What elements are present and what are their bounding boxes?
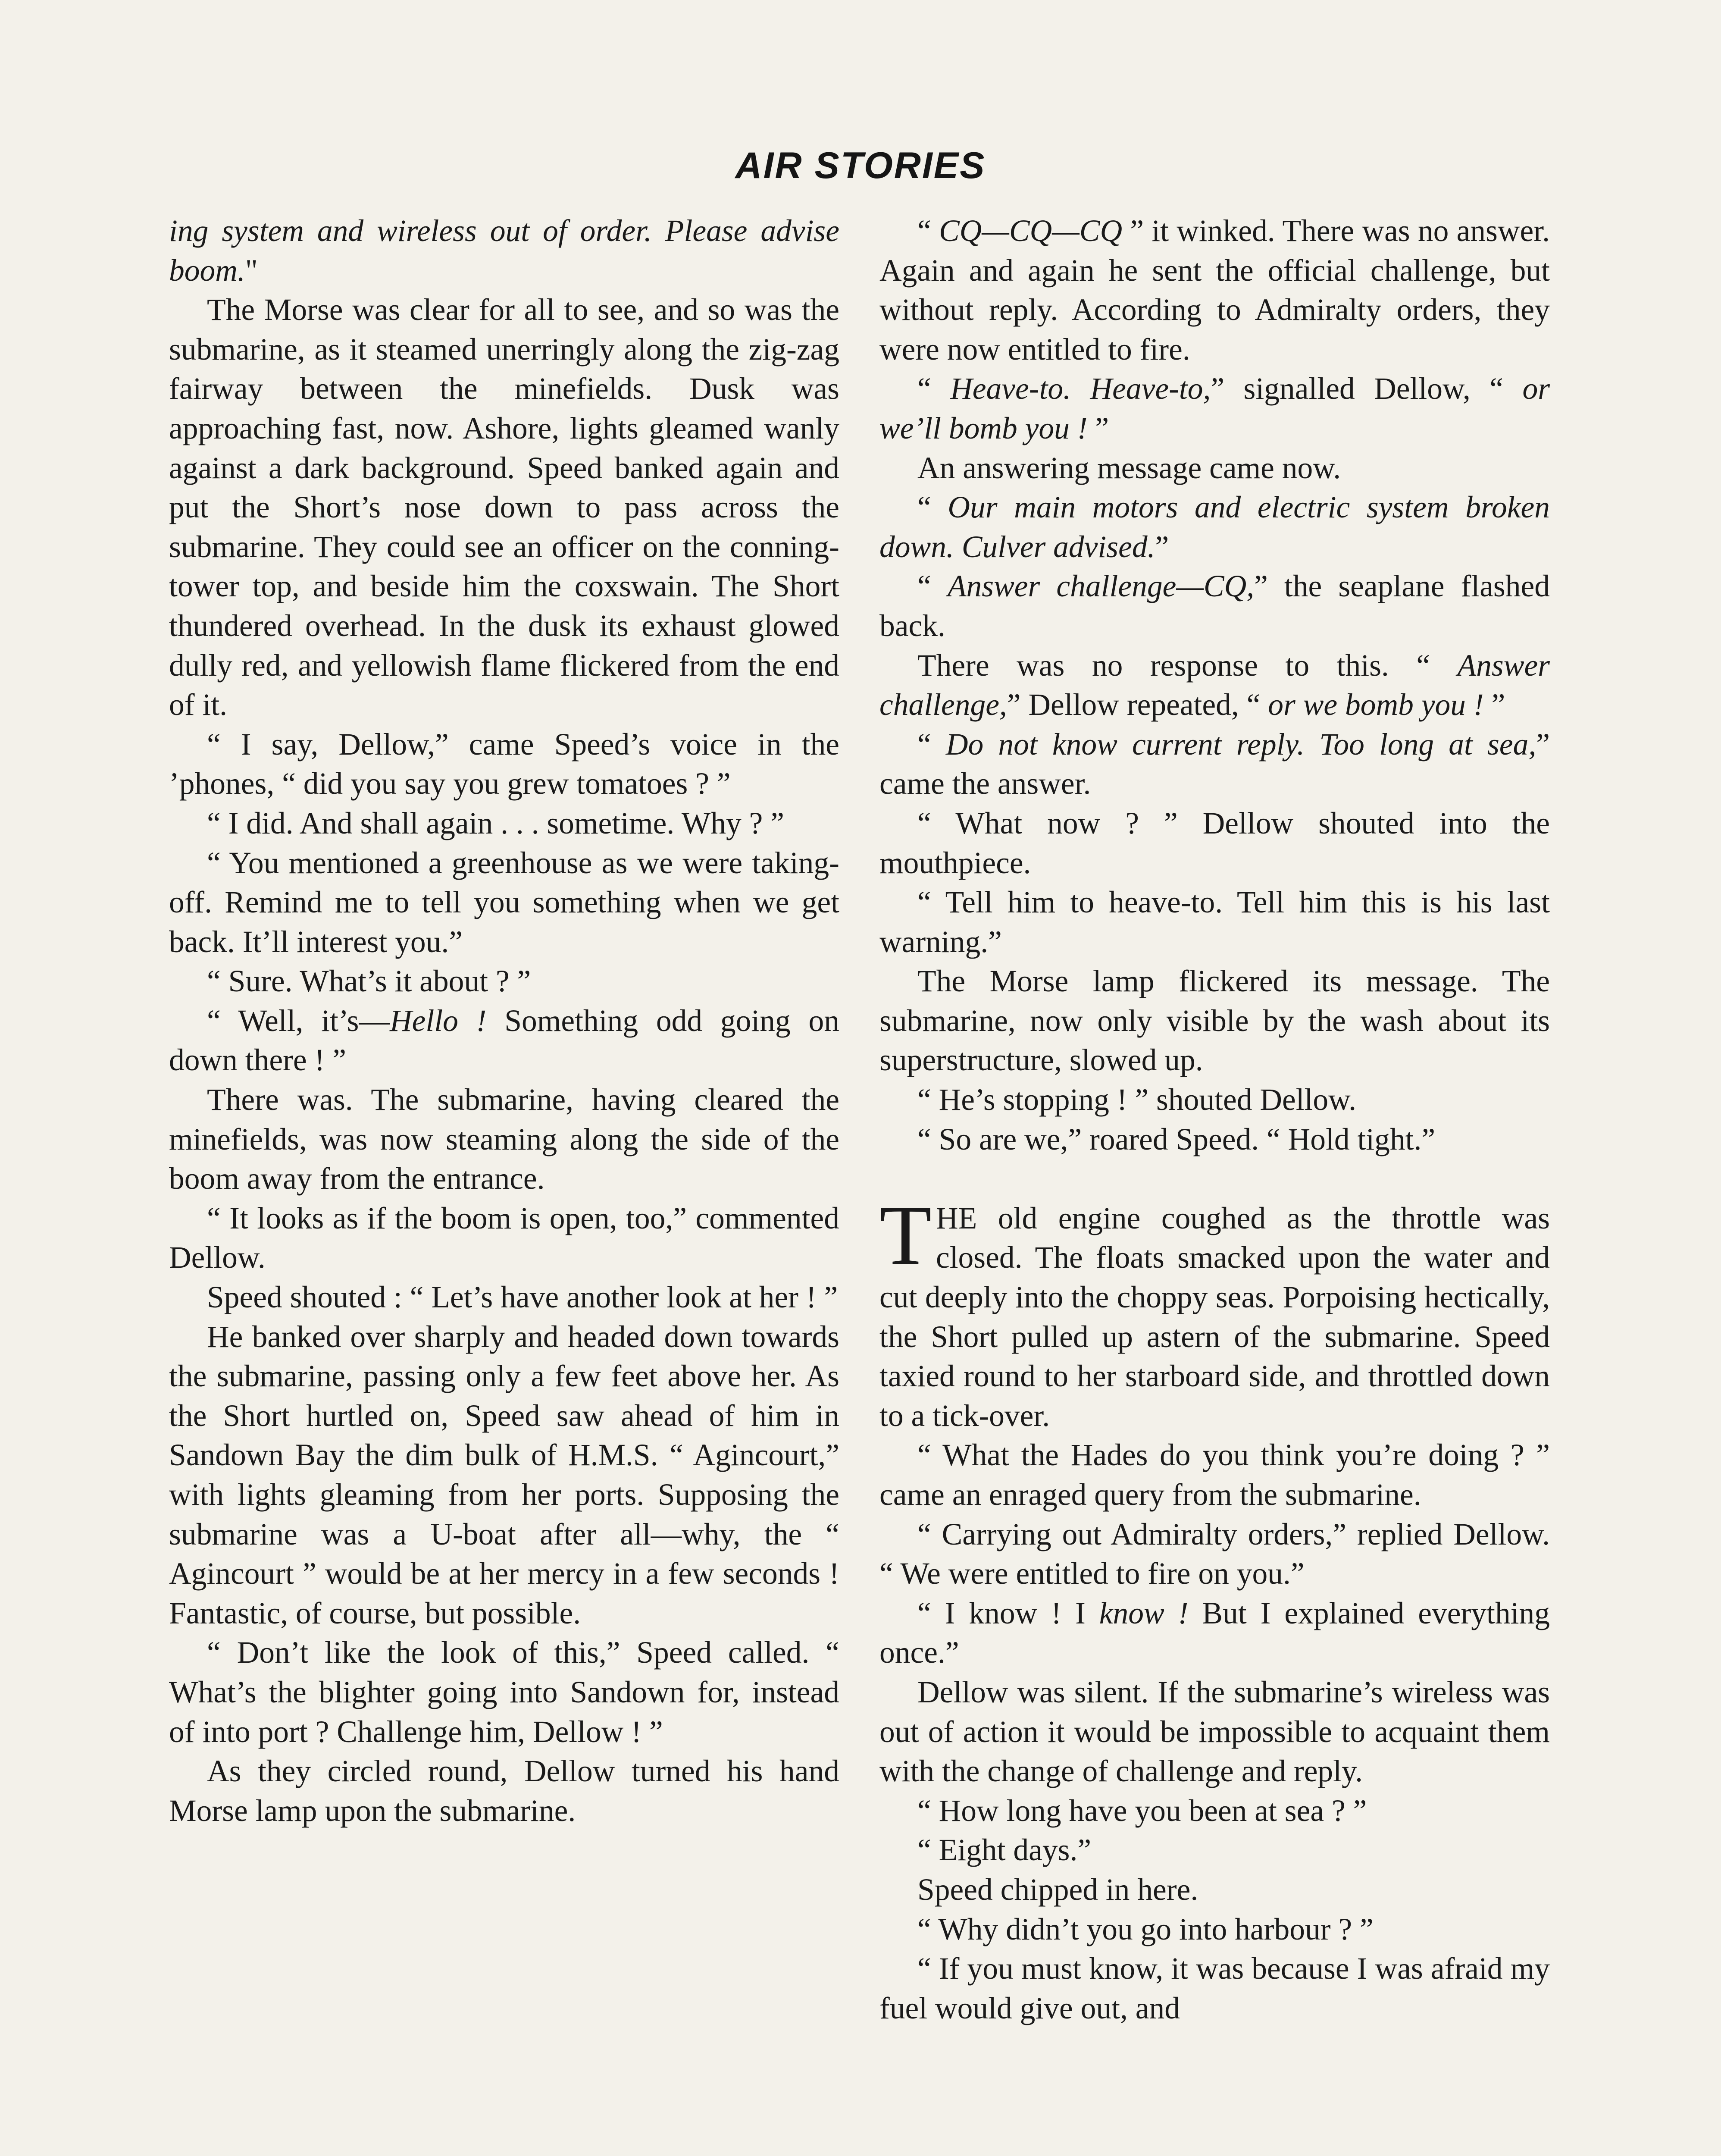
text-run: An answering message came now. [917,451,1341,485]
paragraph [169,1633,839,1752]
text-run: “ What the Hades do you think you’re doing ? ” came an enraged query from the submarine. [879,1438,1550,1512]
text-run: “ Don’t like the look of this,” Speed called. “ What’s the blighter going into Sandown for, instead of into port ? Challenge him, Dellow ! ” [169,1636,839,1749]
text-run: Answer challenge, [879,648,1550,722]
text-run: But I explained everything once.” [879,1596,1550,1670]
text-run: ” Dellow repeated, “ [1007,688,1268,722]
paragraph [879,725,1550,804]
text-run: ” the seaplane flashed back. [879,569,1550,643]
text-run: Our main motors and electric system broken down. Culver advised. [879,490,1550,564]
paragraph [169,1278,839,1317]
paragraph [879,1870,1550,1910]
text-run: " [245,253,258,288]
text-run: ” it winked. There was no answer. Again and again he sent the official challenge, but without reply. According to Admiralty orders, they were now entitled to fire. [879,214,1550,367]
text-run: Speed chipped in here. [917,1872,1198,1907]
paragraph [879,1791,1550,1831]
paragraph [169,1752,839,1830]
text-run: “ Tell him to heave-to. Tell him this is his last warning.” [879,885,1550,959]
paragraph [879,1830,1550,1870]
text-run: “ [917,490,948,525]
text-run: “ It looks as if the boom is open, too,” commented Dellow. [169,1201,839,1275]
drop-cap: T [879,1188,932,1282]
section-opening-paragraph [879,1188,1550,1436]
text-run: or we bomb you ! [1268,688,1484,722]
text-run: ing system and wireless out of order. Please advise boom. [169,214,839,288]
text-run: There was. The submarine, having cleared the minefields, was now steaming along the side of the boom away from the entrance. [169,1083,839,1196]
paragraph [169,1080,839,1199]
text-run: “ You mentioned a greenhouse as we were taking-off. Remind me to tell you something when we get back. It’ll interest you.” [169,846,839,959]
text-run: “ [917,727,946,761]
paragraph [169,804,839,843]
paragraph [169,211,839,290]
text-run: ” [1483,688,1505,722]
text-run: He banked over sharply and headed down towards the submarine, passing only a few feet above her. As the Short hurtled on, Speed saw ahead of him in Sandown Bay the dim bulk of H.M.S. “ Agincourt,” with lights gleaming from her ports. Supposing the submarine was a U-boat after all—why, the “ Agincourt ” would be at her mercy in a few seconds ! Fantastic, of course, but possible. [169,1319,839,1630]
text-run: “ Carrying out Admiralty orders,” replied Dellow. “ We were entitled to fire on you.” [879,1517,1550,1591]
text-run: The Morse was clear for all to see, and so was the submarine, as it steamed unerringly along the zig-zag fairway between the minefields. Dusk was approaching fast, now. Ashore, lights gleamed wanly against a dark background. Speed banked again and put the Short’s nose down to pass across the submarine. They could see an officer on the conning-tower top, and beside him the coxswain. The Short thundered overhead. In the dusk its exhaust glowed dully red, and yellowish flame flickered from the end of it. [169,293,839,722]
text-run: The Morse lamp flickered its message. The submarine, now only visible by the wash about its superstructure, slowed up. [879,964,1550,1078]
text-run: ” [1087,411,1109,445]
paragraph [169,1001,839,1080]
text-run: “ What now ? ” Dellow shouted into the mouthpiece. [879,806,1550,880]
text-run: “ [917,214,939,248]
paragraph [879,1515,1550,1594]
text-run: “ I did. And shall again . . . sometime. Why ? ” [207,806,785,840]
text-run: “ If you must know, it was because I was afraid my fuel would give out, and [879,1952,1550,2025]
text-run: Heave-to. Heave-to, [950,372,1211,406]
text-run: know ! [1099,1596,1189,1630]
text-run: “ So are we,” roared Speed. “ Hold tight.” [917,1122,1436,1156]
text-run: “ [917,569,948,604]
running-head: AIR STORIES [735,145,986,186]
text-run: “ Sure. What’s it about ? ” [207,964,531,999]
paragraph [169,1199,839,1278]
paragraph [879,448,1550,488]
text-run: Dellow was silent. If the submarine’s wireless was out of action it would be impossible to acquaint them with the change of challenge and reply. [879,1675,1550,1789]
text-run: “ How long have you been at sea ? ” [917,1793,1367,1828]
paragraph [879,1120,1550,1159]
paragraph [879,211,1550,369]
text-run: ” came the answer. [879,727,1550,801]
text-run: “ Well, it’s— [207,1003,390,1038]
text-run: CQ—CQ—CQ [939,214,1123,248]
text-run: Do not know current reply. Too long at sea, [945,727,1536,761]
text-run: Answer challenge—CQ, [947,569,1255,604]
text-column-left [169,211,839,2156]
paragraph [879,488,1550,567]
text-column-right [879,211,1550,2156]
paragraph [879,1594,1550,1673]
text-run: “ He’s stopping ! ” shouted Dellow. [917,1083,1357,1117]
text-run: Something odd going on down there ! ” [169,1003,839,1078]
paragraph [879,1673,1550,1791]
paragraph [879,369,1550,448]
paragraph [169,290,839,725]
text-run: or we’ll bomb you ! [879,372,1550,445]
text-run: “ Why didn’t you go into harbour ? ” [917,1912,1374,1946]
paragraph [879,883,1550,962]
text-run: Hello ! [390,1003,487,1038]
text-run: “ [917,372,951,406]
paragraph [879,804,1550,883]
text-run: “ I say, Dellow,” came Speed’s voice in the ’phones, “ did you say you grew tomatoes ? ” [169,727,839,801]
paragraph [879,962,1550,1080]
text-run: As they circled round, Dellow turned his hand Morse lamp upon the submarine. [169,1754,839,1828]
paragraph [169,843,839,962]
text-run: There was no response to this. “ [917,648,1458,683]
paragraph [879,1435,1550,1514]
text-run: HE old engine coughed as the throttle was closed. The floats smacked upon the water and cut deeply into the choppy seas. Porpoising hectically, the Short pulled up astern of the submarine. Speed taxied round to her starboard side, and throttled down to a tick-over. [879,1201,1550,1433]
text-run: ” [1155,530,1169,564]
text-run: “ Eight days.” [917,1833,1092,1868]
paragraph [879,567,1550,646]
paragraph [879,1910,1550,1949]
paragraph [879,1080,1550,1120]
paragraph [169,725,839,804]
text-run: “ I know ! I [917,1596,1099,1630]
paragraph [879,1949,1550,2028]
text-run: Speed shouted : “ Let’s have another look at her ! ” [207,1280,838,1315]
paragraph [169,962,839,1001]
paragraph [169,1317,839,1633]
paragraph [879,646,1550,725]
text-run: ” signalled Dellow, “ [1211,372,1523,406]
